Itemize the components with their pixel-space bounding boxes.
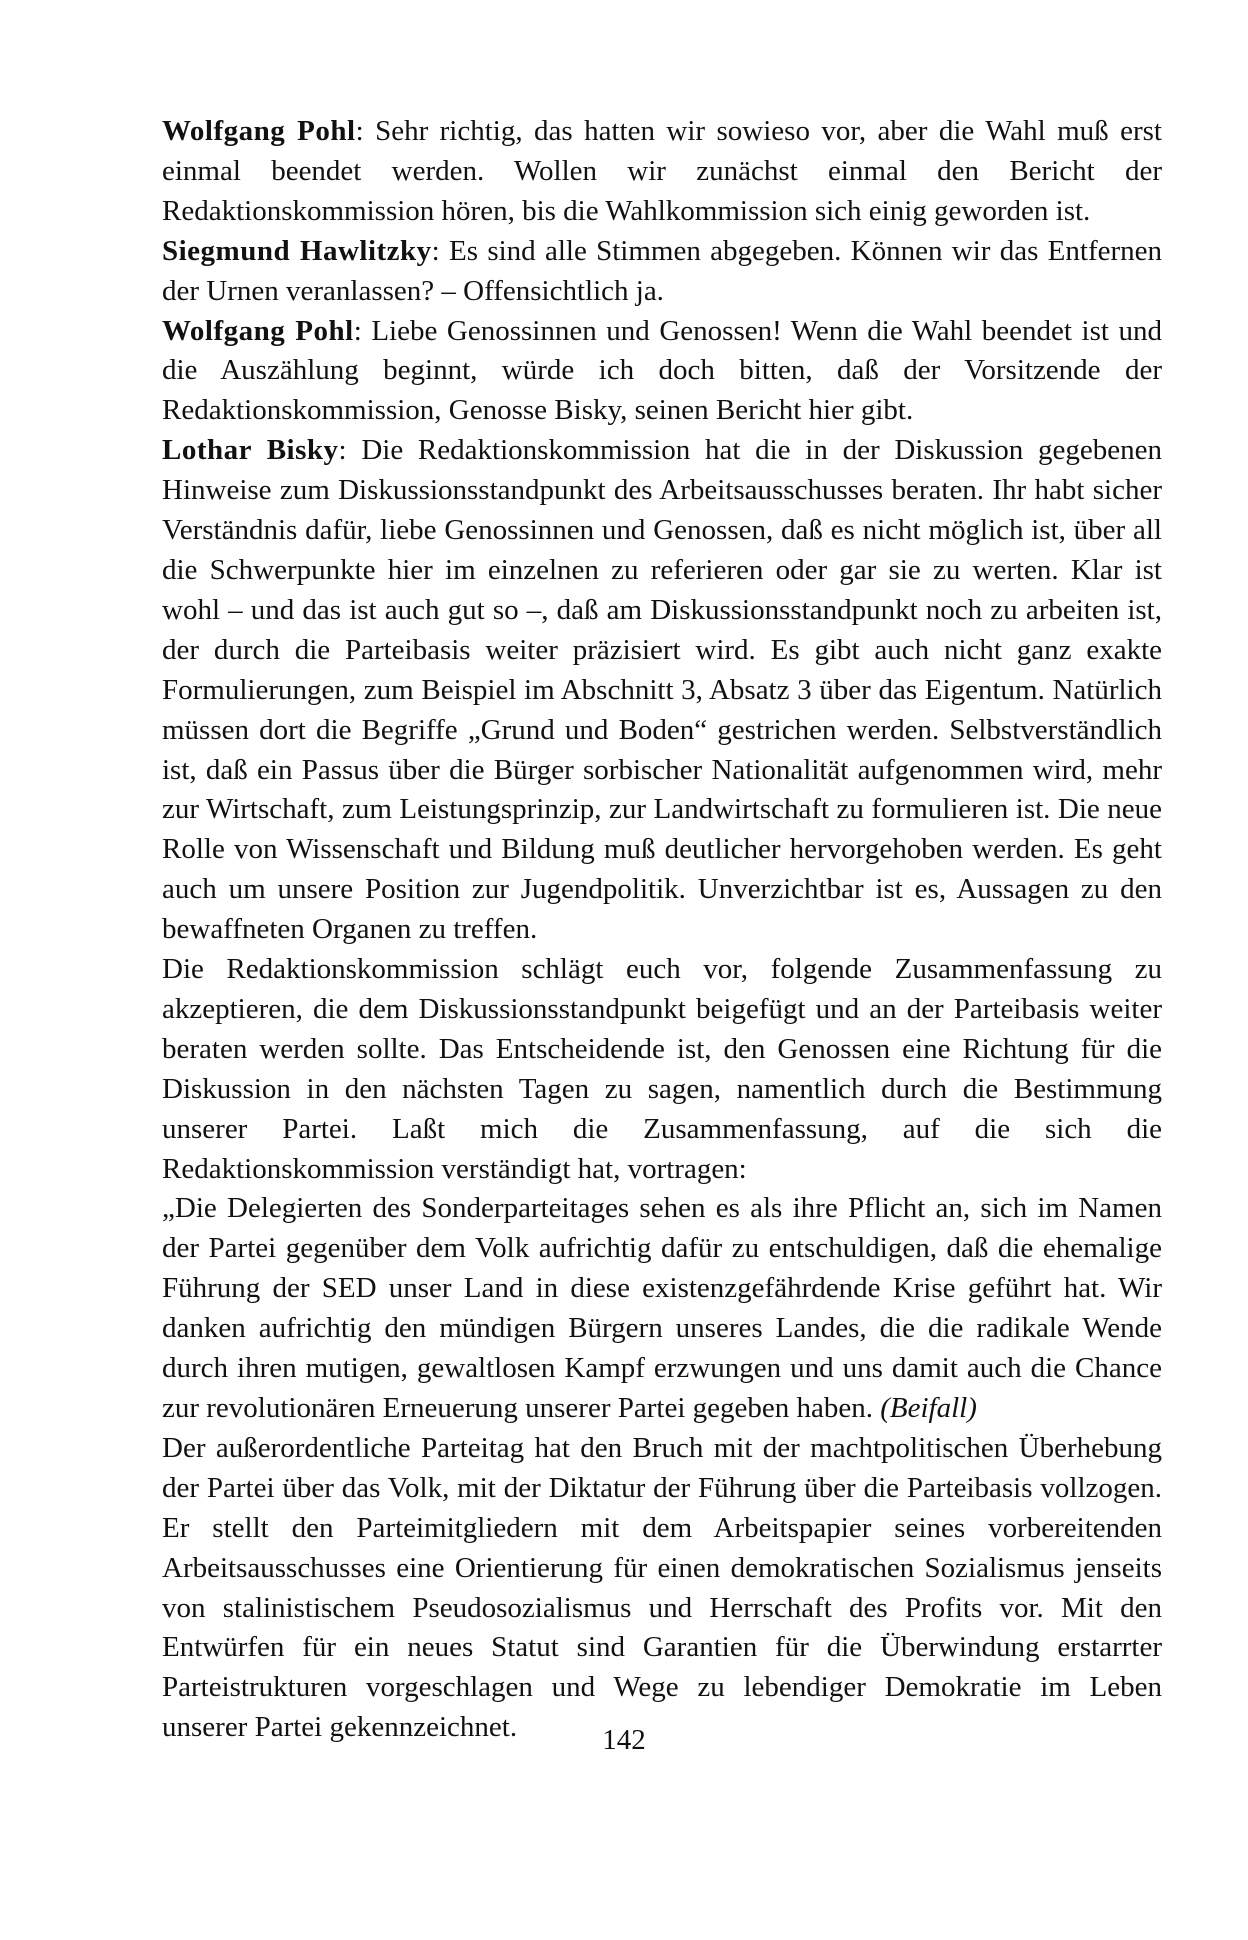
paragraph-pohl-2 xyxy=(162,312,1162,432)
document-page xyxy=(162,112,1162,1748)
paragraph-text: Die Redaktionskommission schlägt euch vor, folgende Zusammenfassung zu akzeptieren, die dem Diskussionsstandpunkt beigefügt und an der Parteibasis weiter beraten werden sollte. Das Entscheidende ist, den Genossen eine Richtung für die Diskussion in den nächsten Tagen zu sagen, namentlich durch die Bestimmung unserer Partei. Laßt mich die Zusammenfassung, auf die sich die Redaktionskommission verständigt hat, vortragen: xyxy=(162,953,1162,1185)
paragraph-text: Der außerordentliche Parteitag hat den Bruch mit der machtpolitischen Überhebung der Partei über das Volk, mit der Diktatur der Führung über die Parteibasis vollzogen. Er stellt den Parteimitgliedern mit dem Arbeitspapier seines vorbereitenden Arbeitsausschusses eine Orientierung für einen demokratischen Sozialismus jenseits von stalinistischem Pseudosozialismus und Herrschaft des Profits vor. Mit den Entwürfen für ein neues Statut sind Garantien für die Überwindung erstarrter Parteistrukturen vorgeschlagen und Wege zu lebendiger Demokratie im Leben unserer Partei gekennzeichnet. xyxy=(162,1431,1162,1744)
speaker-name: Wolfgang Pohl xyxy=(162,115,356,147)
paragraph-text: : Die Redaktionskommission hat die in der Diskussion gegebenen Hinweise zum Diskussionsstandpunkt des Arbeitsausschusses beraten. Ihr habt sicher Verständnis dafür, liebe Genossinnen und Genossen, daß es nicht möglich ist, über all die Schwerpunkte hier im einzelnen zu referieren oder gar sie zu werten. Klar ist wohl – und das ist auch gut so –, daß am Diskussionsstandpunkt noch zu arbeiten ist, der durch die Parteibasis weiter präzisiert wird. Es gibt auch nicht ganz exakte Formulierungen, zum Beispiel im Abschnitt 3, Absatz 3 über das Eigentum. Natürlich müssen dort die Begriffe „Grund und Boden“ gestrichen werden. Selbstverständlich ist, daß ein Passus über die Bürger sorbischer Nationalität aufgenommen wird, mehr zur Wirtschaft, zum Leistungsprinzip, zur Landwirtschaft zu formulieren ist. Die neue Rolle von Wissenschaft und Bildung muß deutlicher hervorgehoben werden. Es geht auch um unsere Position zur Jugendpolitik. Unverzichtbar ist es, Aussagen zu den bewaffneten Organen zu treffen. xyxy=(162,434,1162,946)
speaker-name: Siegmund Hawlitzky xyxy=(162,234,432,267)
paragraph-quote-2 xyxy=(162,1429,1162,1748)
speaker-name: Wolfgang Pohl xyxy=(162,314,354,347)
paragraph-hawlitzky xyxy=(162,232,1162,312)
paragraph-pohl-1 xyxy=(162,112,1162,232)
speaker-name: Lothar Bisky xyxy=(162,434,339,467)
paragraph-proposal xyxy=(162,950,1162,1189)
paragraph-bisky xyxy=(162,431,1162,950)
paragraph-quote-1 xyxy=(162,1189,1162,1428)
stage-direction: (Beifall) xyxy=(880,1392,977,1424)
paragraph-text: : Liebe Genossinnen und Genossen! Wenn die Wahl beendet ist und die Auszählung beginnt, würde ich doch bitten, daß der Vorsitzende der Redaktionskommission, Genosse Bisky, seinen Bericht hier gibt. xyxy=(162,314,1162,427)
page-number: 142 xyxy=(602,1724,646,1756)
paragraph-text: „Die Delegierten des Sonderparteitages sehen es als ihre Pflicht an, sich im Namen der Partei gegenüber dem Volk aufrichtig dafür zu entschuldigen, daß die ehemalige Führung der SED unser Land in diese existenzgefährdende Krise geführt hat. Wir danken aufrichtig den mündigen Bürgern unseres Landes, die die radikale Wende durch ihren mutigen, gewaltlosen Kampf erzwungen und uns damit auch die Chance zur revolutionären Erneuerung unserer Partei gegeben haben. xyxy=(162,1192,1162,1424)
paragraph-text: : Sehr richtig, das hatten wir sowieso vor, aber die Wahl muß erst einmal beendet werden. Wollen wir zunächst einmal den Bericht der Redaktionskommission hören, bis die Wahlkommission sich einig geworden ist. xyxy=(162,115,1162,227)
paragraph-text: : Es sind alle Stimmen abgegeben. Können wir das Entfernen der Urnen veranlassen? – Offensichtlich ja. xyxy=(162,234,1162,307)
